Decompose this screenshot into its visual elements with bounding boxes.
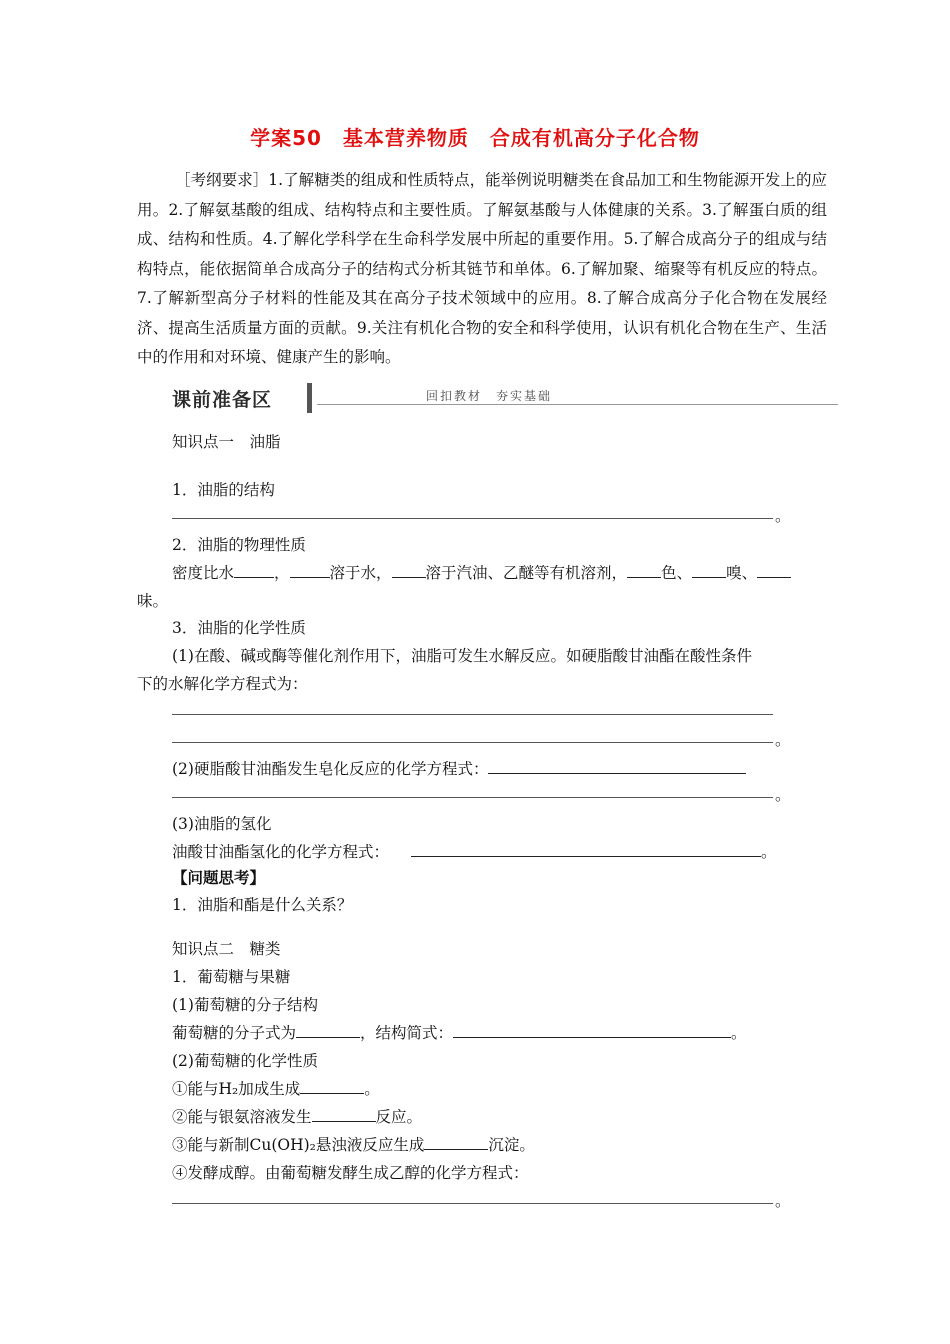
blank-solubility-organic[interactable]: [392, 562, 426, 578]
text: 嗅、: [726, 564, 758, 582]
k2-s1: 1．葡萄糖与果糖: [172, 968, 291, 986]
period: 。: [364, 1080, 380, 1098]
blank-odor[interactable]: [692, 562, 726, 578]
k1-heading: 知识点一 油脂: [172, 433, 281, 451]
text: 葡萄糖的分子式为: [172, 1024, 297, 1042]
answer-line[interactable]: [172, 714, 773, 715]
text: 沉淀。: [488, 1136, 535, 1154]
k1-s3-3b: [172, 840, 777, 862]
blank-precipitate[interactable]: [424, 1134, 488, 1150]
blank-density[interactable]: [234, 562, 274, 578]
banner-subtitle: 回扣教材 夯实基础: [426, 389, 553, 403]
k2-item-1: [172, 1077, 380, 1099]
k2-s1-1-line: [172, 1021, 747, 1043]
section-banner: [172, 383, 838, 413]
blank-structure[interactable]: [453, 1022, 731, 1038]
period: 。: [775, 507, 791, 525]
text: 反应。: [375, 1108, 423, 1126]
k2-item-3: [172, 1133, 535, 1155]
text: 溶于汽油、乙醚等有机溶剂，: [425, 564, 628, 582]
blank-saponification[interactable]: [488, 758, 746, 774]
blank-formula[interactable]: [296, 1022, 360, 1038]
question-heading: 【问题思考】: [172, 868, 266, 887]
blank-silver-reaction[interactable]: [312, 1106, 376, 1122]
answer-line[interactable]: [172, 518, 773, 519]
requirements-text: 1.了解糖类的组成和性质特点，能举例说明糖类在食品加工和生物能源开发上的应用。2.了解氨基酸的组成、结构特点和主要性质。了解氨基酸与人体健康的关系。3.了解蛋白质的组成、结构和性质。4.了解化学科学在生命科学发展中所起的重要作用。5.了解合成高分子的组成与结构特点，能依据简单合成高分子的结构式分析其链节和单体。6.了解加聚、缩聚等有机反应的特点。7.了解新型高分子材料的性能及其在高分子技术领域中的应用。8.了解合成高分子化合物在发展经济、提高生活质量方面的贡献。9.关注有机化合物的安全和科学使用，认识有机化合物在生产、生活中的作用和对环境、健康产生的影响。: [137, 171, 827, 366]
text: (2)硬脂酸甘油酯发生皂化反应的化学方程式：: [172, 760, 489, 778]
k1-s2: 2．油脂的物理性质: [172, 536, 306, 554]
blank-solubility-water[interactable]: [290, 562, 330, 578]
text: 油酸甘油酯氢化的化学方程式：: [172, 843, 390, 861]
blank-h2-product[interactable]: [300, 1078, 364, 1094]
k1-s3-1a: (1)在酸、碱或酶等催化剂作用下，油脂可发生水解反应。如硬脂酸甘油酯在酸性条件: [172, 647, 752, 665]
k2-heading: 知识点二 糖类: [172, 940, 281, 958]
k1-s2-line: [172, 561, 791, 583]
page-title: 学案50 基本营养物质 合成有机高分子化合物: [250, 126, 700, 150]
text: 溶于水，: [329, 564, 392, 582]
k1-s3-3: (3)油脂的氢化: [172, 815, 272, 833]
k2-item-2: [172, 1105, 422, 1127]
text: 密度比水: [172, 564, 235, 582]
blank-taste[interactable]: [757, 562, 791, 578]
k1-s3-2: [172, 757, 746, 779]
answer-line[interactable]: [172, 742, 773, 743]
blank-color[interactable]: [627, 562, 661, 578]
text: ，: [274, 564, 290, 582]
k1-s3-1b: 下的水解化学方程式为：: [137, 675, 308, 693]
period: 。: [731, 1024, 747, 1042]
banner-title: 课前准备区: [172, 389, 273, 411]
period: 。: [761, 843, 777, 861]
banner-divider: [307, 383, 312, 413]
k1-s2-end: 味。: [137, 592, 169, 610]
text: ②能与银氨溶液发生: [172, 1108, 312, 1126]
period: 。: [775, 786, 791, 804]
k1-s1: 1．油脂的结构: [172, 481, 275, 499]
question-1: 1．油脂和酯是什么关系？: [172, 896, 353, 914]
requirements-label: ［考纲要求］: [175, 171, 269, 189]
answer-line[interactable]: [172, 797, 773, 798]
text: ，结构简式：: [360, 1024, 454, 1042]
k2-s1-2: (2)葡萄糖的化学性质: [172, 1052, 318, 1070]
period: 。: [775, 731, 791, 749]
k2-s1-1: (1)葡萄糖的分子结构: [172, 996, 318, 1014]
k2-item-4: ④发酵成醇。由葡萄糖发酵生成乙醇的化学方程式：: [172, 1164, 529, 1182]
k1-s3: 3．油脂的化学性质: [172, 619, 306, 637]
text: ③能与新制Cu(OH)₂悬浊液反应生成: [172, 1136, 425, 1154]
blank-hydrogenation[interactable]: [411, 841, 761, 857]
banner-rule: [317, 404, 838, 405]
text: ①能与H₂加成生成: [172, 1080, 301, 1098]
answer-line[interactable]: [172, 1203, 773, 1204]
exam-requirements: [137, 166, 827, 373]
text: 色、: [661, 564, 693, 582]
period: 。: [775, 1192, 791, 1210]
